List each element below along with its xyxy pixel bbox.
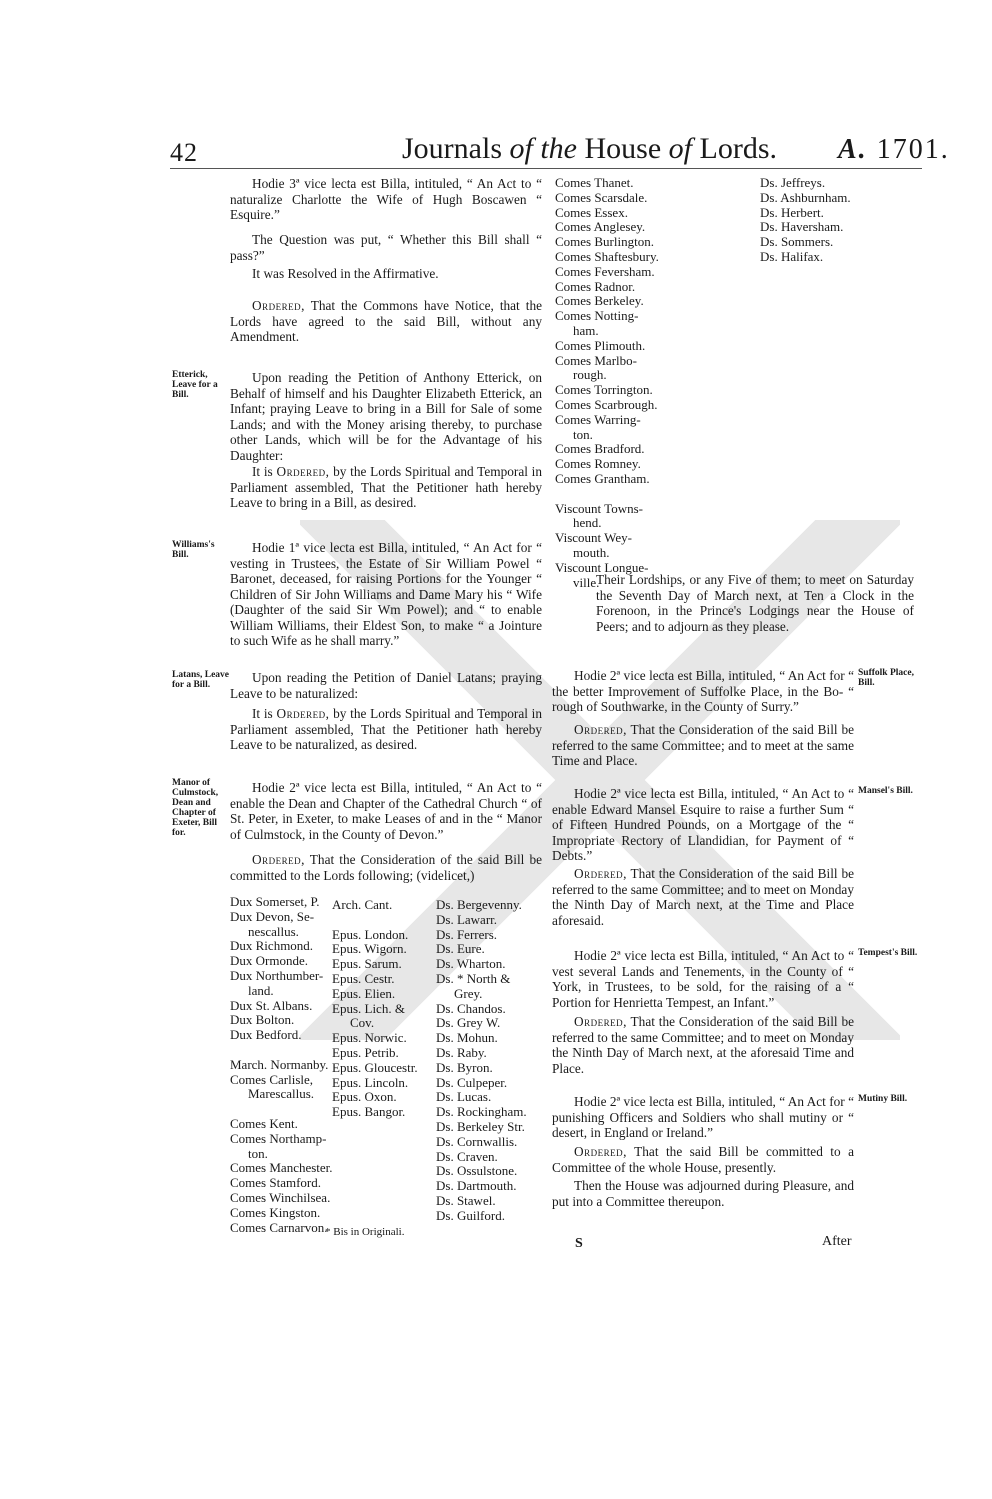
lord-name: Dux Bolton.	[230, 1012, 295, 1028]
signature-mark: S	[575, 1236, 583, 1251]
lord-name: Ds. Halifax.	[760, 248, 824, 264]
lord-name: Ds. Byron.	[436, 1059, 493, 1075]
lord-name: Ds. Craven.	[436, 1148, 498, 1164]
lord-name: Dux Somerset, P.	[230, 894, 320, 909]
lord-name: Epus. Petrib.	[332, 1044, 399, 1060]
margin-note-manor: Manor of Culmstock, Dean and Chapter of Exeter, Bill for.	[172, 778, 219, 838]
lord-name: Ds. Ashburnham.	[760, 189, 851, 205]
lord-name: Comes Marlbo-	[555, 352, 637, 368]
lord-name: Comes Scarsdale.	[555, 189, 648, 205]
lord-name	[230, 1043, 333, 1058]
margin-note-latans: Latans, Leave for a Bill.	[172, 670, 229, 690]
lord-name: Comes Kent.	[230, 1115, 298, 1131]
lord-name: Epus. Norwic.	[332, 1030, 407, 1046]
lord-name: Ds. Stawel.	[436, 1192, 496, 1208]
lord-name: rough.	[573, 367, 607, 383]
lord-name: mouth.	[573, 544, 610, 560]
lord-name: Comes Manchester.	[230, 1160, 333, 1176]
entry-tempest-bill: Hodie 2ª vice lecta est Billa, intituled, “ An Act to “ vest several Lands and Tenements, in the County of “ York, in Trustees, to be sold, for the raising of a “ Portion for Henrietta Tempest, an Infant.”	[552, 948, 854, 1010]
margin-note-mansel: Mansel's Bill.	[858, 786, 913, 796]
lord-name: Cov.	[350, 1015, 375, 1031]
lord-name: Viscount Longue-	[555, 559, 649, 575]
entry-question: The Question was put, “ Whether this Bill shall “ pass?”	[230, 232, 542, 263]
lord-name: Comes Kingston.	[230, 1204, 321, 1220]
lord-name: Comes Bradford.	[555, 441, 645, 457]
lord-name: Comes Essex.	[555, 204, 628, 220]
lords-list-earls-viscounts	[555, 176, 659, 590]
lord-name: Ds. Guilford.	[436, 1207, 505, 1223]
lord-name: Epus. Lincoln.	[332, 1074, 409, 1090]
lord-name: ham.	[573, 322, 599, 338]
lord-name: Comes Feversham.	[555, 263, 655, 279]
entry-latans-petition: Upon reading the Petition of Daniel Latans; praying Leave to be naturalized:	[230, 670, 542, 701]
margin-note-tempest: Tempest's Bill.	[858, 948, 918, 958]
lord-name: Ds. Raby.	[436, 1044, 487, 1060]
lord-name: Dux Bedford.	[230, 1027, 302, 1043]
lord-name: Ds. Lucas.	[436, 1089, 492, 1105]
entry-tempest-ordered: Ordered, That the Consideration of the said Bill be referred to the same Committee; and to meet on Monday the Ninth Day of March next, at the aforesaid Time and Place.	[552, 1014, 854, 1076]
lord-name: Dux St. Albans.	[230, 997, 313, 1013]
lord-name: Ds. * North &	[436, 970, 511, 986]
lord-name: Ds. Rockingham.	[436, 1104, 527, 1120]
lord-name: Ds. Wharton.	[436, 956, 506, 972]
lord-name: Ds. Ossulstone.	[436, 1163, 518, 1179]
lord-name: Epus. Elien.	[332, 985, 396, 1001]
lords-list-barons	[436, 898, 527, 1224]
entry-williams-bill: Hodie 1ª vice lecta est Billa, intituled, “ An Act for “ vesting in Trustees, the Estate of Sir William Powel “ Baronet, deceased, for raising Portions for the Younger “ Children of Sir John Williams and Dame Mary his “ Wife (Daughter of the said Sir Wm Powel); and “ to enable William Williams, their Eldest Son, to make “ a Jointure to such Wife as he shall marry.”	[230, 540, 542, 648]
lord-name: Dux Ormonde.	[230, 953, 308, 969]
lord-name: Dux Devon, Se-	[230, 908, 315, 924]
lord-name: Comes Berkeley.	[555, 293, 644, 309]
lord-name: March. Normanby.	[230, 1056, 329, 1072]
header-rule	[170, 168, 922, 169]
lord-name: Ds. Haversham.	[760, 219, 844, 235]
lord-name	[555, 487, 659, 502]
lord-name: Comes Warring-	[555, 411, 641, 427]
lord-name: ville.	[573, 574, 600, 590]
lord-name: Ds. Chandos.	[436, 1000, 506, 1016]
entry-mutiny-ordered: Ordered, That the said Bill be committed to a Committee of the whole House, presently.	[552, 1144, 854, 1175]
page-number: 42	[170, 138, 198, 167]
lord-name: Ds. Ferrers.	[436, 926, 498, 942]
lord-name: Ds. Herbert.	[760, 204, 824, 220]
entry-etterick-ordered: It is Ordered, by the Lords Spiritual and Temporal in Parliament assembled, That the Petitioner hath hereby Leave to bring in a Bill, as desired.	[230, 464, 542, 510]
lord-name: Viscount Wey-	[555, 530, 633, 546]
lord-name: Comes Carlisle,	[230, 1071, 314, 1087]
entry-etterick-petition: Upon reading the Petition of Anthony Etterick, on Behalf of himself and his Daughter Elizabeth Etterick, an Infant; praying Leave to bring in a Bill for Sale of some Lands; and with the Money arising thereby, to purchase other Lands, which will be for the Advantage of his Daughter:	[230, 370, 542, 463]
lord-name	[332, 913, 418, 928]
lord-name: Epus. Wigorn.	[332, 941, 407, 957]
entry-culmstock-bill: Hodie 2ª vice lecta est Billa, intituled, “ An Act to “ enable the Dean and Chapter of the Cathedral Church “ of St. Peter, in Exeter, to make Leases of and in the “ Manor of Culmstock, in the County of Devon.”	[230, 780, 542, 842]
lord-name: Ds. Culpeper.	[436, 1074, 508, 1090]
margin-note-suffolk: Suffolk Place, Bill.	[858, 668, 914, 688]
lord-name: Comes Plimouth.	[555, 337, 646, 353]
lord-name: Comes Burlington.	[555, 234, 654, 250]
lord-name	[230, 1102, 333, 1117]
lord-name: Dux Richmond.	[230, 938, 314, 954]
lord-name: Comes Stamford.	[230, 1175, 321, 1191]
entry-resolved: It was Resolved in the Affirmative.	[252, 266, 439, 281]
lord-name: Epus. Oxon.	[332, 1089, 397, 1105]
lord-name: Comes Carnarvon.	[230, 1219, 328, 1235]
entry-lordships-meet: Their Lordships, or any Five of them; to meet on Saturday the Seventh Day of March next, at Ten a Clock in the Forenoon, in the Prince's Lodgings near the House of Peers; and to adjourn as they please.	[596, 572, 914, 634]
lord-name: Dux Northumber-	[230, 967, 324, 983]
lord-name: Comes Scarbrough.	[555, 396, 658, 412]
entry-ordered-commons: Ordered, That the Commons have Notice, that the Lords have agreed to the said Bill, without any Amendment.	[230, 298, 542, 344]
lord-name: Epus. Lich. &	[332, 1000, 405, 1016]
lords-list-dukes-earls	[230, 895, 333, 1235]
lord-name: Comes Winchilsea.	[230, 1189, 331, 1205]
catchword: After	[822, 1234, 852, 1249]
lords-list-barons-2	[760, 176, 851, 265]
lord-name: Epus. London.	[332, 926, 409, 942]
lord-name: ton.	[248, 1145, 268, 1161]
margin-note-etterick: Etterick, Leave for a Bill.	[172, 370, 218, 400]
lord-name: Comes Thanet.	[555, 175, 634, 190]
lord-name: Marescallus.	[248, 1086, 315, 1102]
lord-name: Ds. Jeffreys.	[760, 175, 826, 190]
lord-name: Ds. Dartmouth.	[436, 1178, 517, 1194]
lord-name: Ds. Lawarr.	[436, 911, 498, 927]
lord-name: Epus. Sarum.	[332, 956, 402, 972]
margin-note-mutiny: Mutiny Bill.	[858, 1094, 908, 1104]
lord-name: Viscount Towns-	[555, 500, 643, 516]
entry-suffolk-bill: Hodie 2ª vice lecta est Billa, intituled, “ An Act for “ the better Improvement of Suffolke Place, in the Bo- “ rough of Southwarke, in the County of Surry.”	[552, 668, 854, 714]
lord-name: ton.	[573, 426, 593, 442]
lord-name: Epus. Bangor.	[332, 1104, 406, 1120]
lord-name: Comes Northamp-	[230, 1130, 327, 1146]
lord-name: Comes Notting-	[555, 308, 639, 324]
lord-name: Ds. Mohun.	[436, 1030, 498, 1046]
lord-name: Grey.	[454, 985, 483, 1001]
lord-name: Comes Grantham.	[555, 470, 650, 486]
lord-name: Ds. Grey W.	[436, 1015, 501, 1031]
year-heading: A. 1701.	[838, 134, 950, 165]
lord-name: Comes Torrington.	[555, 382, 653, 398]
lord-name: Comes Radnor.	[555, 278, 636, 294]
lord-name: Comes Romney.	[555, 456, 641, 472]
lord-name: Ds. Sommers.	[760, 234, 834, 250]
footnote: * Bis in Originali.	[325, 1226, 405, 1238]
entry-latans-ordered: It is Ordered, by the Lords Spiritual and Temporal in Parliament assembled, That the Petitioner hath hereby Leave to be naturalized, as desired.	[230, 706, 542, 752]
lord-name: Comes Shaftesbury.	[555, 248, 659, 264]
lord-name: land.	[248, 982, 274, 998]
entry-mansel-bill: Hodie 2ª vice lecta est Billa, intituled, “ An Act to “ enable Edward Mansel Esquire to raise a further Sum “ of Fifteen Hundred Pounds, on a Mortgage of the “ Impropriate Rectory of Llandidian, for Payment of “ Debts.”	[552, 786, 854, 863]
lord-name: Ds. Cornwallis.	[436, 1133, 518, 1149]
entry-charlotte-bill: Hodie 3ª vice lecta est Billa, intituled, “ An Act to “ naturalize Charlotte the Wife of Hugh Boscawen “ Esquire.”	[230, 176, 542, 222]
lord-name: Epus. Gloucestr.	[332, 1059, 418, 1075]
lord-name: hend.	[573, 515, 602, 531]
margin-note-williams: Williams's Bill.	[172, 540, 215, 560]
entry-suffolk-ordered: Ordered, That the Consideration of the said Bill be referred to the same Committee; and to meet at the same Time and Place.	[552, 722, 854, 768]
lord-name: Ds. Eure.	[436, 941, 485, 957]
lord-name: Ds. Berkeley Str.	[436, 1118, 525, 1134]
lord-name: nescallus.	[248, 923, 299, 939]
entry-house-adjourned: Then the House was adjourned during Pleasure, and put into a Committee thereupon.	[552, 1178, 854, 1209]
lord-name: Comes Anglesey.	[555, 219, 646, 235]
lords-list-bishops	[332, 898, 418, 1120]
entry-mutiny-bill: Hodie 2ª vice lecta est Billa, intituled, “ An Act for “ punishing Officers and Soldiers who shall mutiny or “ desert, in England or Ireland.”	[552, 1094, 854, 1140]
page-title: Journals of the House of Lords.	[402, 132, 777, 165]
entry-committee-ordered: Ordered, That the Consideration of the said Bill be committed to the Lords following; (videlicet,)	[230, 852, 542, 883]
lord-name: Epus. Cestr.	[332, 970, 395, 986]
entry-mansel-ordered: Ordered, That the Consideration of the said Bill be referred to the same Committee; and to meet on Monday the Ninth Day of March next, at the Time and Place aforesaid.	[552, 866, 854, 928]
lord-name: Ds. Bergevenny.	[436, 897, 522, 912]
lord-name: Arch. Cant.	[332, 897, 393, 912]
